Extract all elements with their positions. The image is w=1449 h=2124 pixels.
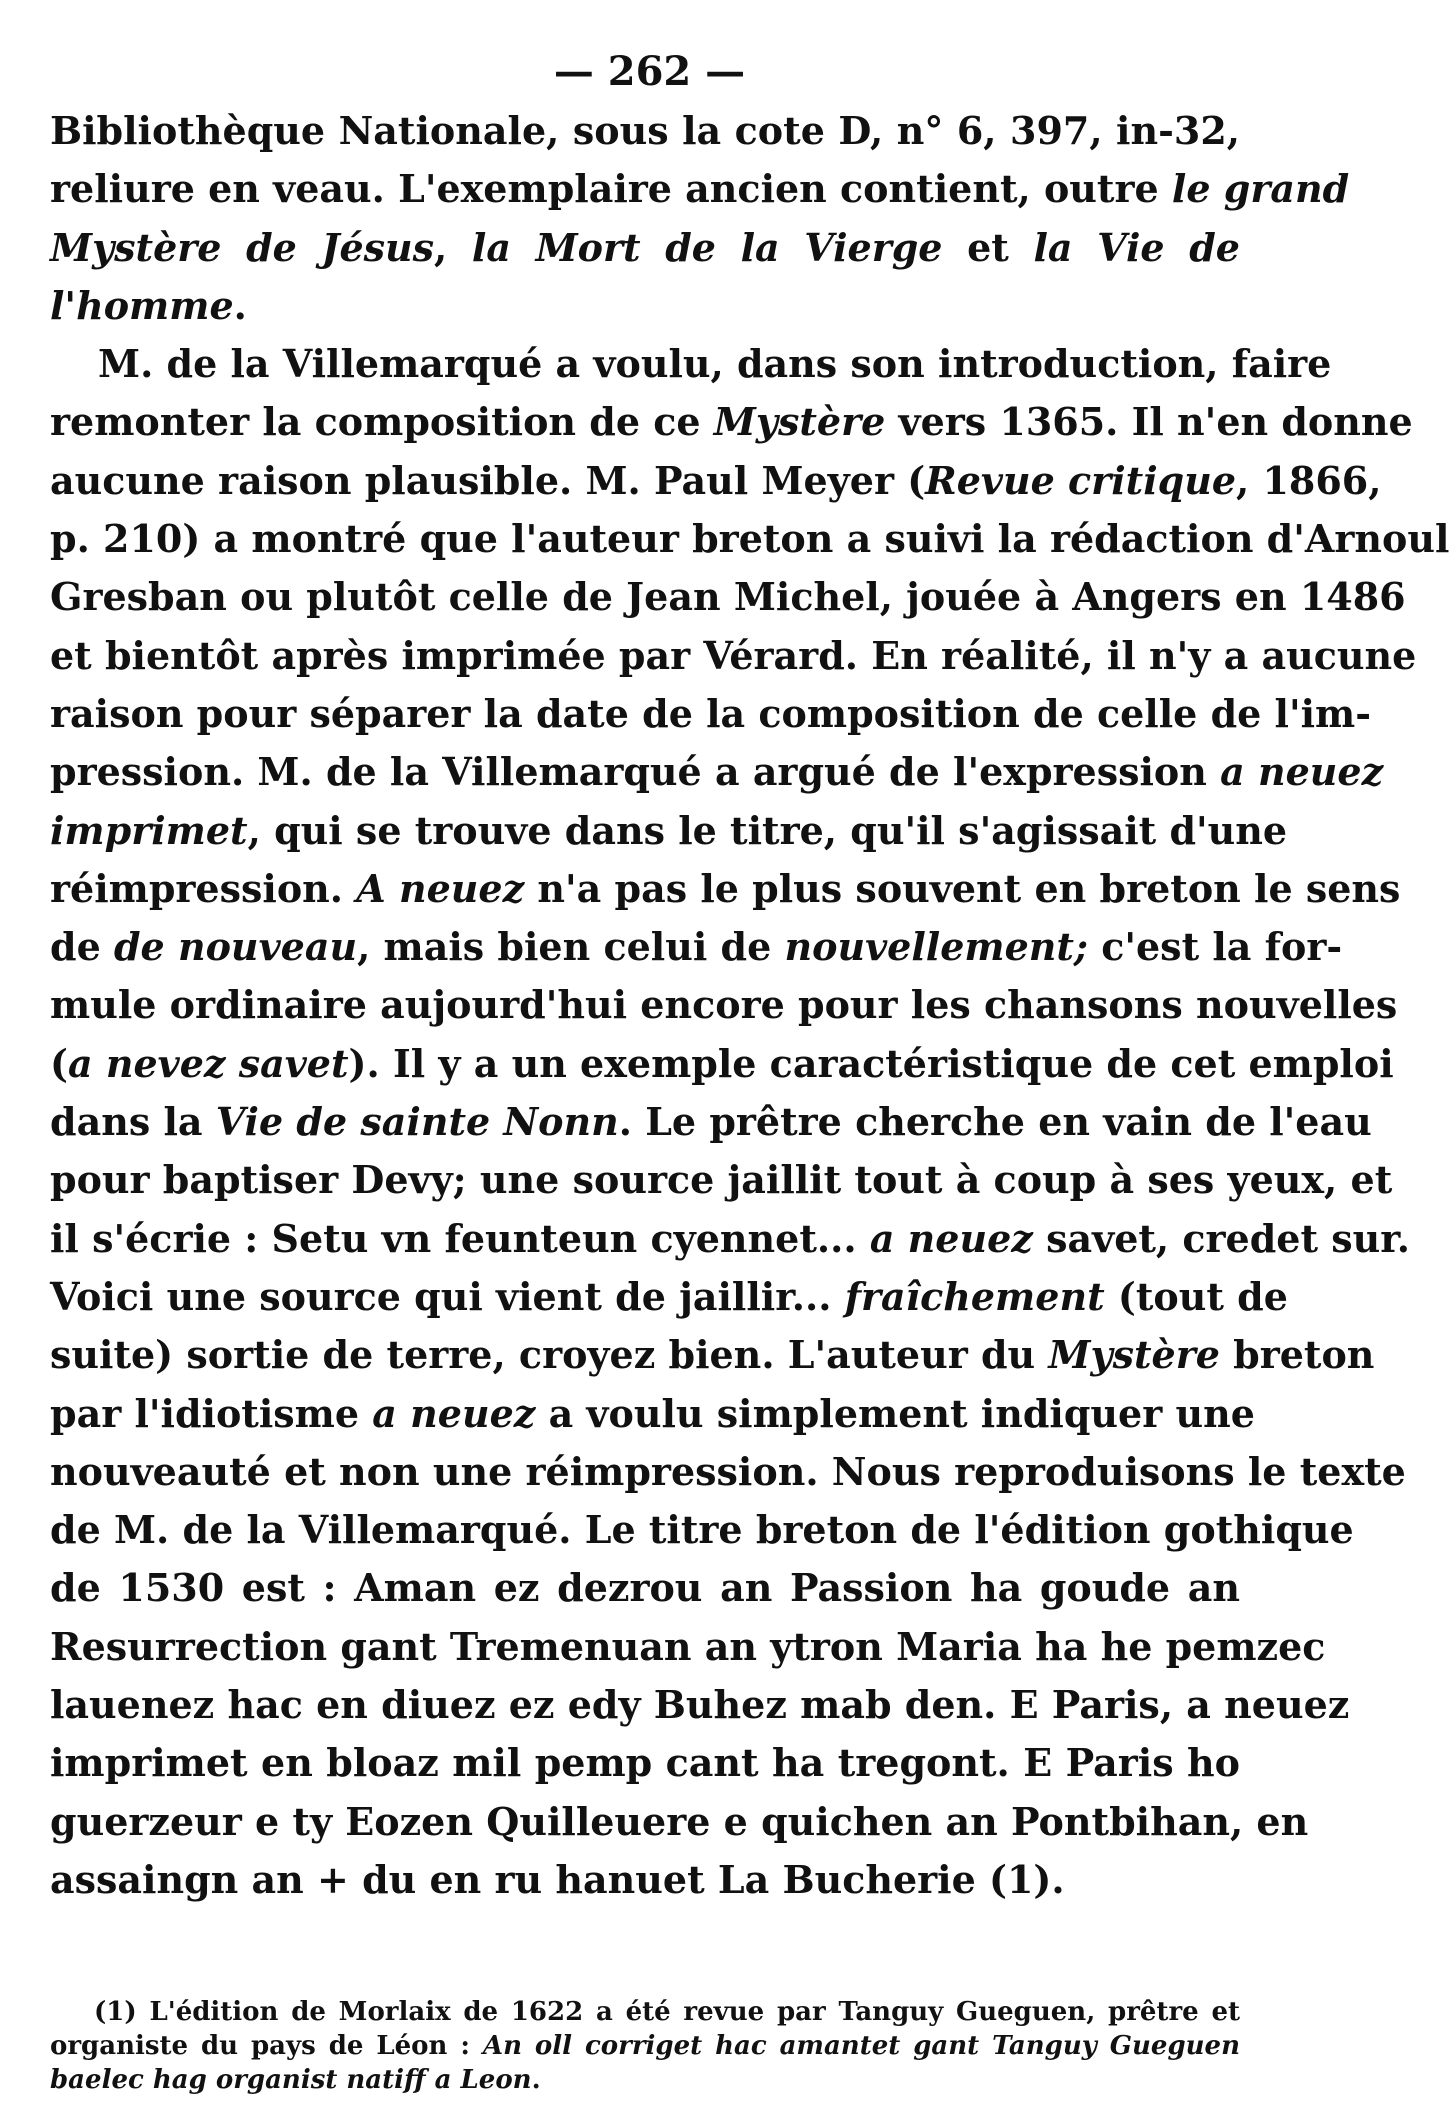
text-line: il s'écrie : Setu vn feunteun cyennet... a neuez savet, credet sur. <box>50 1215 1411 1261</box>
text-line: de M. de la Villemarqué. Le titre breton de l'édition gothique <box>50 1507 1354 1553</box>
footnote-line: (1) L'édition de Morlaix de 1622 a été revue par Tanguy Gueguen, prêtre et <box>94 1997 1240 2027</box>
text-line: de de nouveau, mais bien celui de nouvellement; c'est la for- <box>50 924 1343 970</box>
text-line: M. de la Villemarqué a voulu, dans son introduction, faire <box>98 341 1332 387</box>
text-line: par l'idiotisme a neuez a voulu simplement indiquer une <box>50 1390 1255 1436</box>
text-line: raison pour séparer la date de la composition de celle de l'im- <box>50 690 1372 736</box>
text-line: de 1530 est : Aman ez dezrou an Passion ha goude an <box>50 1565 1240 1611</box>
text-line: pour baptiser Devy; une source jaillit tout à coup à ses yeux, et <box>50 1157 1393 1203</box>
text-line: imprimet en bloaz mil pemp cant ha tregont. E Paris ho <box>50 1740 1240 1786</box>
text-line: réimpression. A neuez n'a pas le plus souvent en breton le sens <box>50 865 1401 911</box>
text-line: Voici une source qui vient de jaillir... fraîchement (tout de <box>50 1273 1288 1319</box>
page-number: — 262 — <box>553 48 746 95</box>
footnote-line: baelec hag organist natiff a Leon. <box>50 2065 541 2095</box>
text-line: mule ordinaire aujourd'hui encore pour les chansons nouvelles <box>50 982 1398 1028</box>
text-line: reliure en veau. L'exemplaire ancien contient, outre le grand <box>50 166 1350 212</box>
text-line: remonter la composition de ce Mystère vers 1365. Il n'en donne <box>50 399 1413 445</box>
main-text <box>50 102 1449 1909</box>
text-line: Bibliothèque Nationale, sous la cote D, n° 6, 397, in-32, <box>50 108 1240 153</box>
footnote-line: organiste du pays de Léon : An oll corriget hac amantet gant Tanguy Gueguen <box>50 2031 1240 2061</box>
text-line: suite) sortie de terre, croyez bien. L'auteur du Mystère breton <box>50 1332 1375 1378</box>
text-line: Mystère de Jésus, la Mort de la Vierge et la Vie de <box>50 224 1240 270</box>
text-line: guerzeur e ty Eozen Quilleuere e quichen an Pontbihan, en <box>50 1798 1309 1844</box>
text-line: p. 210) a montré que l'auteur breton a suivi la rédaction d'Arnoul <box>50 516 1449 562</box>
text-line: assaingn an + du en ru hanuet La Bucherie (1). <box>50 1856 1065 1902</box>
text-line: aucune raison plausible. M. Paul Meyer (Revue critique, 1866, <box>50 457 1382 503</box>
text-line: Gresban ou plutôt celle de Jean Michel, jouée à Angers en 1486 <box>50 574 1406 620</box>
text-line: dans la Vie de sainte Nonn. Le prêtre cherche en vain de l'eau <box>50 1099 1372 1145</box>
footnote <box>50 1995 1240 2097</box>
text-line: imprimet, qui se trouve dans le titre, qu'il s'agissait d'une <box>50 807 1288 853</box>
text-line: l'homme. <box>50 282 247 328</box>
text-line: (a nevez savet). Il y a un exemple caractéristique de cet emploi <box>50 1040 1394 1086</box>
text-line: nouveauté et non une réimpression. Nous reproduisons le texte <box>50 1448 1406 1494</box>
text-line: lauenez hac en diuez ez edy Buhez mab den. E Paris, a neuez <box>50 1682 1350 1728</box>
text-line: Resurrection gant Tremenuan an ytron Maria ha he pemzec <box>50 1623 1326 1669</box>
text-line: pression. M. de la Villemarqué a argué de l'expression a neuez <box>50 749 1384 795</box>
text-line: et bientôt après imprimée par Vérard. En réalité, il n'y a aucune <box>50 632 1417 678</box>
